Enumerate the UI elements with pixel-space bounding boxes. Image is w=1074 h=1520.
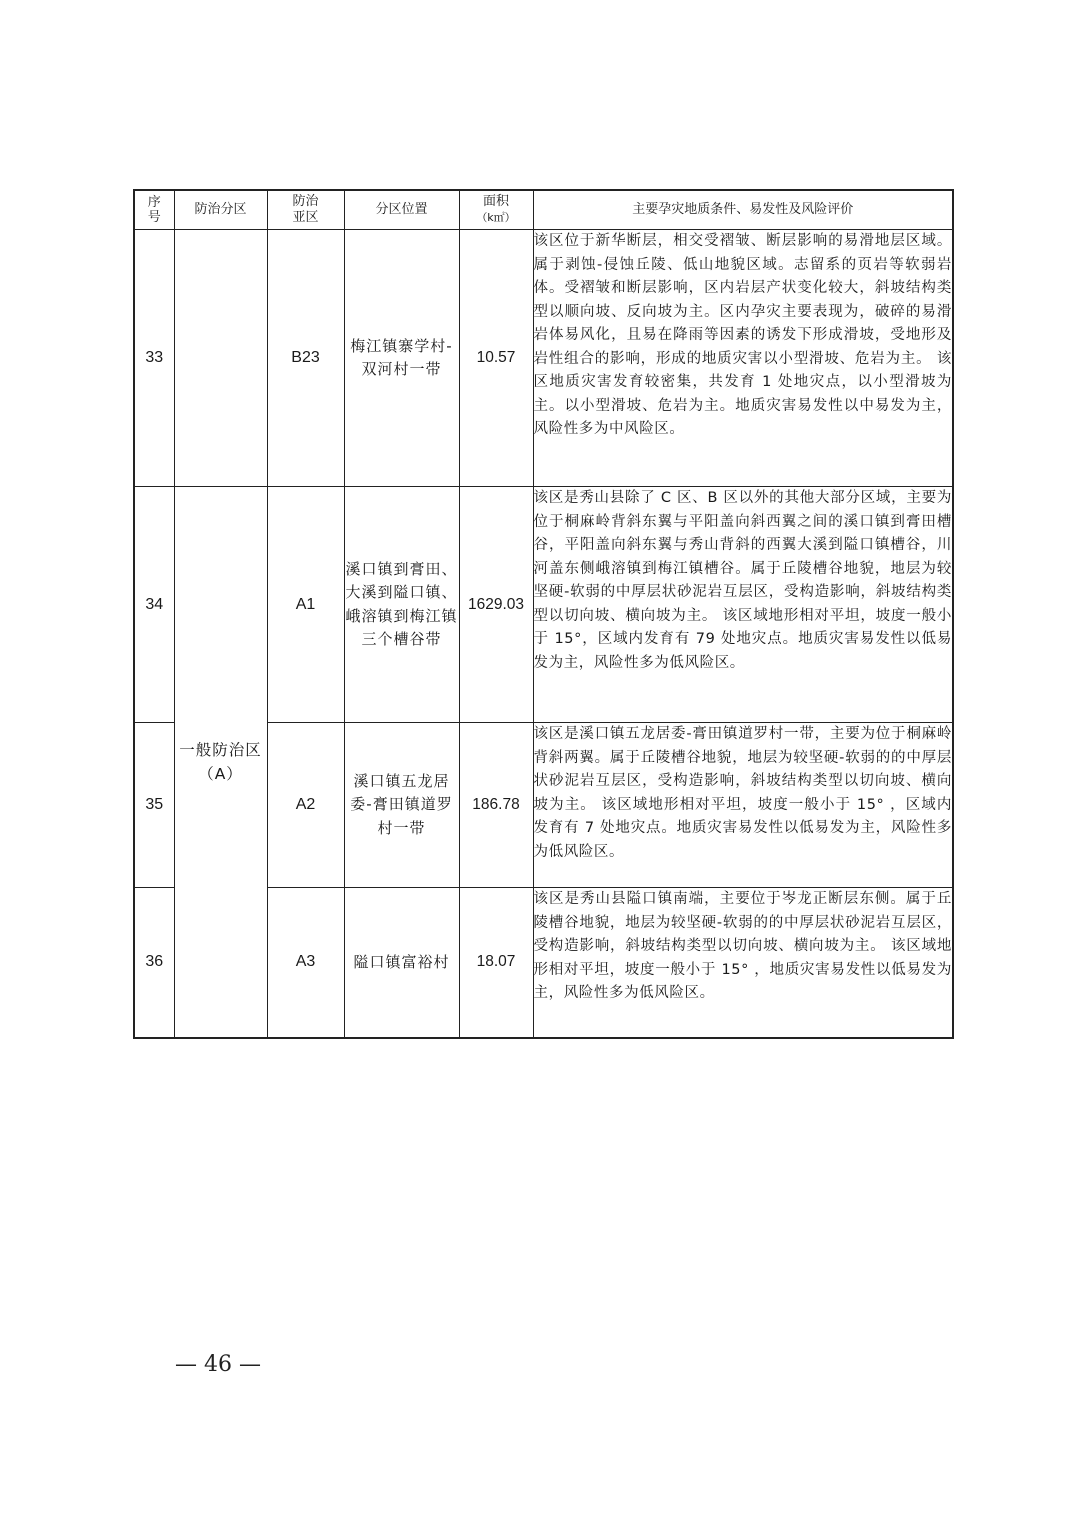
- table-row: [134, 230, 953, 487]
- zone-general-cell: 一般防治区（A）: [174, 487, 267, 1038]
- header-area: [459, 190, 533, 230]
- table-header-row: [134, 190, 953, 230]
- row-description: 该区是溪口镇五龙居委-膏田镇道罗村一带，主要为位于桐麻岭背斜两翼。属于丘陵槽谷地貌，地层为较坚硬-软弱的的中厚层状砂泥岩互层区，受构造影响，斜坡结构类型以切向坡、横向坡为主。 该区域地形相对平坦，坡度一般小于 15° ，区域内发育有 7 处地灾点。地质灾害易发性以低易发为主，风险性多为低风险区。: [533, 723, 953, 888]
- row-subzone: A3: [267, 888, 344, 1038]
- row-location: 溪口镇到膏田、大溪到隘口镇、峨溶镇到梅江镇三个槽谷带: [344, 487, 459, 723]
- header-area-label: 面积: [482, 194, 509, 209]
- row-description: 该区位于新华断层，相交受褶皱、断层影响的易滑地层区域。属于剥蚀-侵蚀丘陵、低山地貌区域。志留系的页岩等软弱岩体。受褶皱和断层影响，区内岩层产状变化较大，斜坡结构类型以顺向坡、反向坡为主。区内孕灾主要表现为，破碎的易滑岩体易风化，且易在降雨等因素的诱发下形成滑坡，受地形及岩性组合的影响，形成的地质灾害以小型滑坡、危岩为主。 该区地质灾害发育较密集，共发育 1 处地灾点，以小型滑坡为主。以小型滑坡、危岩为主。地质灾害易发性以中易发为主，风险性多为中风险区。: [533, 230, 953, 487]
- row-area: 1629.03: [459, 487, 533, 723]
- header-description: 主要孕灾地质条件、易发性及风险评价: [533, 190, 953, 230]
- header-seq: 序号: [134, 190, 174, 230]
- header-location: 分区位置: [344, 190, 459, 230]
- row-subzone: B23: [267, 230, 344, 487]
- row-area: 186.78: [459, 723, 533, 888]
- row-location: 隘口镇富裕村: [344, 888, 459, 1038]
- row-seq: 34: [134, 487, 174, 723]
- row-zone-empty: [174, 230, 267, 487]
- row-location: 溪口镇五龙居委-膏田镇道罗村一带: [344, 723, 459, 888]
- header-area-unit: （k㎡）: [476, 211, 516, 224]
- row-location: 梅江镇寨学村-双河村一带: [344, 230, 459, 487]
- row-seq: 33: [134, 230, 174, 487]
- row-seq: 35: [134, 723, 174, 888]
- header-zone: 防治分区: [174, 190, 267, 230]
- row-area: 18.07: [459, 888, 533, 1038]
- row-subzone: A1: [267, 487, 344, 723]
- row-seq: 36: [134, 888, 174, 1038]
- page-number: — 46 —: [175, 1352, 261, 1377]
- row-description: 该区是秀山县隘口镇南端，主要位于岑龙正断层东侧。属于丘陵槽谷地貌，地层为较坚硬-软弱的的中厚层状砂泥岩互层区，受构造影响，斜坡结构类型以切向坡、横向坡为主。 该区域地形相对平坦，坡度一般小于 15° ，地质灾害易发性以低易发为主，风险性多为低风险区。: [533, 888, 953, 1038]
- row-description: 该区是秀山县除了 C 区、B 区以外的其他大部分区域，主要为位于桐麻岭背斜东翼与平阳盖向斜西翼之间的溪口镇到膏田槽谷，平阳盖向斜东翼与秀山背斜的西翼大溪到隘口镇槽谷，川河盖东侧峨溶镇到梅江镇槽谷。属于丘陵槽谷地貌，地层为较坚硬-软弱的中厚层状砂泥岩互层区，受构造影响，斜坡结构类型以切向坡、横向坡为主。 该区域地形相对平坦，坡度一般小于 15°，区域内发育有 79 处地灾点。地质灾害易发性以低易发为主，风险性多为低风险区。: [533, 487, 953, 723]
- row-area: 10.57: [459, 230, 533, 487]
- row-subzone: A2: [267, 723, 344, 888]
- header-subzone: 防治亚区: [267, 190, 344, 230]
- zoning-table: [133, 189, 954, 1039]
- table-row: [134, 487, 953, 723]
